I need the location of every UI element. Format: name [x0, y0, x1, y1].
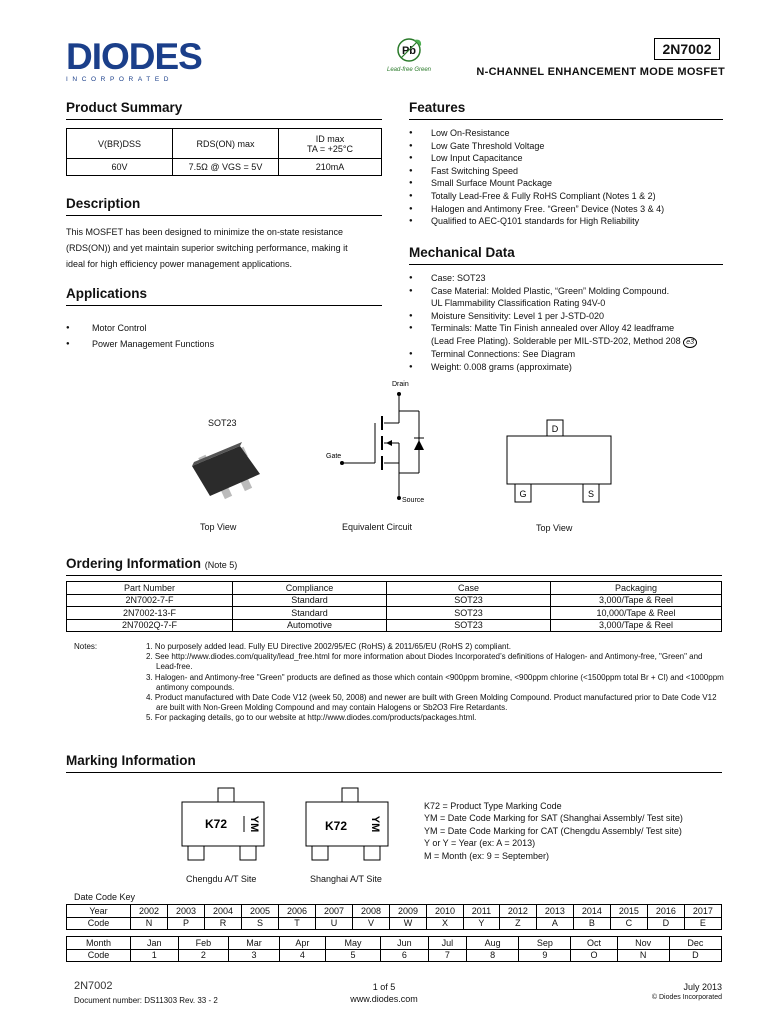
pin-d-label: D — [551, 424, 559, 434]
list-item: ● Terminals: Matte Tin Finish annealed over Alloy 42 leadframe — [409, 322, 723, 335]
table-cell: 2008 — [353, 905, 390, 918]
table-cell: Feb — [178, 937, 229, 950]
logo-text: DIODES — [66, 36, 202, 77]
table-cell: 2013 — [536, 905, 573, 918]
table-cell: Nov — [617, 937, 669, 950]
shanghai-code-text: K72 — [324, 819, 348, 833]
table-cell: 2012 — [499, 905, 536, 918]
applications-list — [66, 320, 382, 352]
pb-caption: Lead-free Green — [386, 67, 432, 73]
chengdu-code-text: K72 — [204, 817, 228, 831]
table-cell: 2016 — [647, 905, 684, 918]
list-item: ● Small Surface Mount Package — [409, 177, 723, 190]
description-section — [66, 196, 382, 272]
marking-line: YM = Date Code Marking for CAT (Chengdu Assembly/ Test site) — [424, 825, 682, 836]
list-item-continued: UL Flammability Classification Rating 94V-0 — [431, 298, 606, 309]
table-cell: P — [168, 917, 205, 930]
ordering-table — [66, 581, 722, 632]
table-cell: R — [205, 917, 242, 930]
table-cell: 8 — [467, 949, 519, 962]
top-view-label-2: Top View — [536, 523, 573, 533]
year-code-table — [66, 904, 722, 930]
list-item: ● Totally Lead-Free & Fully RoHS Compliant (Notes 1 & 2) — [409, 190, 723, 203]
footer-document-number: Document number: DS11303 Rev. 33 - 2 — [74, 996, 218, 1005]
source-label: Source — [402, 497, 425, 504]
table-cell: C — [610, 917, 647, 930]
shanghai-marking-diagram — [302, 786, 392, 866]
table-cell: X — [427, 917, 464, 930]
table-row: 2N7002Q-7-F Automotive SOT23 3,000/Tape & Reel — [67, 619, 722, 632]
list-item: ● Power Management Functions — [66, 336, 382, 352]
mechanical-list — [409, 272, 723, 373]
list-item: ● Terminal Connections: See Diagram — [409, 348, 723, 361]
year-row: Year 2002 2003 2004 2005 2006 2007 2008 2009 2010 2011 2012 2013 2014 2015 2016 2017 — [67, 905, 722, 918]
marking-title: Marking Information — [66, 753, 722, 773]
notes-block — [74, 642, 724, 724]
table-cell: 6 — [381, 949, 429, 962]
marking-section — [66, 753, 722, 773]
table-cell: E — [684, 917, 721, 930]
ps-head-vbr: V(BR)DSS — [67, 129, 173, 159]
table-cell: Jun — [381, 937, 429, 950]
e3-mark-icon: e3 — [683, 337, 697, 348]
month-code-table — [66, 936, 722, 962]
note-item: 1. No purposely added lead. Fully EU Directive 2002/95/EC (RoHS) & 2011/65/EU (RoHS 2) compliant. — [146, 642, 511, 651]
list-item: ● Fast Switching Speed — [409, 165, 723, 178]
list-item: ● Low Gate Threshold Voltage — [409, 140, 723, 153]
table-cell: 7 — [428, 949, 466, 962]
table-cell: A — [536, 917, 573, 930]
diodes-logo — [66, 38, 216, 84]
table-cell: 3 — [229, 949, 280, 962]
list-item: ● Motor Control — [66, 320, 382, 336]
note-item: 4. Product manufactured with Date Code V12 (week 50, 2008) and newer are built with Green Molding Compound. Product manufactured prior to Date Code V12 are built with Non-Green Molding Compound and may contain Halogens or Sb2O3 Fire Retardants. — [146, 693, 717, 713]
table-cell: N — [131, 917, 168, 930]
footer-date: July 2013 — [683, 982, 722, 992]
pb-leaf-icon — [394, 36, 424, 64]
table-cell: 5 — [325, 949, 380, 962]
table-cell: D — [647, 917, 684, 930]
table-cell: Y — [464, 917, 500, 930]
table-cell: 2005 — [242, 905, 279, 918]
month-code-row: Code 1 2 3 4 5 6 7 8 9 O N D — [67, 949, 722, 962]
table-cell: Dec — [669, 937, 721, 950]
product-summary-section — [66, 100, 382, 176]
sot23-package-image — [180, 438, 270, 508]
marking-line: YM = Date Code Marking for SAT (Shanghai Assembly/ Test site) — [424, 813, 683, 824]
date-code-title: Date Code Key — [74, 892, 136, 902]
chengdu-ym-text: YM — [248, 815, 260, 833]
ps-cell: 60V — [67, 159, 173, 176]
table-cell: 2009 — [390, 905, 427, 918]
table-cell: O — [571, 949, 617, 962]
table-cell: 1 — [131, 949, 179, 962]
sot23-label: SOT23 — [208, 418, 237, 428]
table-cell: 9 — [519, 949, 571, 962]
table-cell: Z — [499, 917, 536, 930]
ps-cell: 7.5Ω @ VGS = 5V — [173, 159, 279, 176]
pb-text: Pb — [401, 45, 417, 57]
year-code-row: Code N P R S T U V W X Y Z A B C D E — [67, 917, 722, 930]
table-cell: 2006 — [279, 905, 316, 918]
top-view-label-1: Top View — [200, 522, 237, 532]
table-cell: 2017 — [684, 905, 721, 918]
gate-label: Gate — [326, 453, 342, 460]
device-subtitle: N-CHANNEL ENHANCEMENT MODE MOSFET — [476, 66, 725, 78]
list-item: ● Halogen and Antimony Free. “Green” Device (Notes 3 & 4) — [409, 203, 723, 216]
table-cell: Jan — [131, 937, 179, 950]
pin-s-label: S — [587, 489, 595, 499]
table-cell: 2002 — [131, 905, 168, 918]
list-item: ● Low On-Resistance — [409, 127, 723, 140]
table-cell: Apr — [279, 937, 325, 950]
table-cell: 2014 — [573, 905, 610, 918]
features-list — [409, 127, 723, 228]
table-cell: May — [325, 937, 380, 950]
equivalent-circuit-diagram — [322, 378, 432, 508]
marking-line: M = Month (ex: 9 = September) — [424, 850, 550, 861]
chengdu-site-label: Chengdu A/T Site — [186, 874, 257, 884]
table-cell: Aug — [467, 937, 519, 950]
list-item: ● Case Material: Molded Plastic, “Green” Molding Compound. — [409, 285, 723, 298]
table-cell: V — [353, 917, 390, 930]
table-row: 2N7002-13-F Standard SOT23 10,000/Tape & Reel — [67, 607, 722, 620]
table-cell: 2004 — [205, 905, 242, 918]
applications-section — [66, 286, 382, 352]
table-cell: B — [573, 917, 610, 930]
features-section — [409, 100, 723, 228]
footer-copyright: © Diodes Incorporated — [651, 994, 722, 1001]
table-cell: T — [279, 917, 316, 930]
list-item: ● Moisture Sensitivity: Level 1 per J-STD-020 — [409, 310, 723, 323]
list-item-continued: (Lead Free Plating). Solderable per MIL-STD-202, Method 208 e3 — [409, 335, 723, 348]
table-cell: 2 — [178, 949, 229, 962]
ordering-section — [66, 556, 722, 632]
applications-title: Applications — [66, 286, 382, 306]
equivalent-circuit-label: Equivalent Circuit — [342, 522, 413, 532]
table-cell: S — [242, 917, 279, 930]
marking-legend — [424, 800, 724, 862]
footer-page: 1 of 5 — [372, 982, 396, 992]
table-cell: Sep — [519, 937, 571, 950]
table-cell: 2003 — [168, 905, 205, 918]
notes-label: Notes: — [74, 642, 98, 651]
table-header-row: Part Number Compliance Case Packaging — [67, 582, 722, 595]
list-item: ● Low Input Capacitance — [409, 152, 723, 165]
drain-label: Drain — [392, 381, 409, 388]
ordering-title: Ordering Information (Note 5) — [66, 556, 722, 576]
shanghai-site-label: Shanghai A/T Site — [310, 874, 382, 884]
table-cell: 2011 — [464, 905, 500, 918]
ps-cell: 210mA — [279, 159, 382, 176]
note-item: 3. Halogen- and Antimony-free "Green" products are defined as those which contain <900ppm bromine, <900ppm chlorine (<1500ppm total Br + Cl) and <1000ppm antimony compounds. — [146, 672, 724, 692]
table-cell: Oct — [571, 937, 617, 950]
shanghai-ym-text: YM — [369, 815, 381, 833]
product-summary-title: Product Summary — [66, 100, 382, 120]
mechanical-title: Mechanical Data — [409, 245, 723, 265]
table-cell: D — [669, 949, 721, 962]
marking-line: K72 = Product Type Marking Code — [424, 801, 562, 811]
month-row: Month Jan Feb Mar Apr May Jun Jul Aug Sep Oct Nov Dec — [67, 937, 722, 950]
table-cell: W — [390, 917, 427, 930]
note-item: 5. For packaging details, go to our website at http://www.diodes.com/products/packages.html. — [146, 713, 477, 723]
table-cell: Mar — [229, 937, 280, 950]
table-cell: 2007 — [316, 905, 353, 918]
table-cell: U — [316, 917, 353, 930]
table-cell: 2010 — [427, 905, 464, 918]
top-view-pinout-diagram — [505, 418, 615, 508]
table-cell: 2015 — [610, 905, 647, 918]
table-cell: N — [617, 949, 669, 962]
note-item: 2. See http://www.diodes.com/quality/lead_free.html for more information about Diodes Incorporated’s definitions of Halogen- and Antimony-free, "Green" and Lead-free. — [146, 652, 703, 672]
footer-url[interactable]: www.diodes.com — [350, 994, 418, 1004]
table-cell: Jul — [428, 937, 466, 950]
product-summary-table — [66, 128, 382, 176]
list-item: ● Weight: 0.008 grams (approximate) — [409, 361, 723, 374]
marking-line: Y or Y = Year (ex: A = 2013) — [424, 838, 536, 849]
table-cell: 4 — [279, 949, 325, 962]
part-number-box: 2N7002 — [654, 38, 720, 60]
pin-g-label: G — [519, 489, 527, 499]
table-row: 2N7002-7-F Standard SOT23 3,000/Tape & Reel — [67, 594, 722, 607]
chengdu-marking-diagram — [178, 786, 268, 866]
description-title: Description — [66, 196, 382, 216]
lead-free-green-logo — [366, 36, 452, 73]
features-title: Features — [409, 100, 723, 120]
footer-part-number: 2N7002 — [74, 980, 113, 992]
ps-head-id: ID max TA = +25°C — [279, 129, 382, 159]
list-item: ● Qualified to AEC-Q101 standards for High Reliability — [409, 215, 723, 228]
mechanical-section — [409, 245, 723, 373]
logo-subtext: INCORPORATED — [66, 76, 174, 83]
description-text: This MOSFET has been designed to minimize the on-state resistance (RDS(ON)) and yet maintain superior switching performance, making it ideal for high efficiency power management applications. — [66, 227, 348, 269]
ps-head-rds: RDS(ON) max — [173, 129, 279, 159]
list-item: ● Case: SOT23 — [409, 272, 723, 285]
